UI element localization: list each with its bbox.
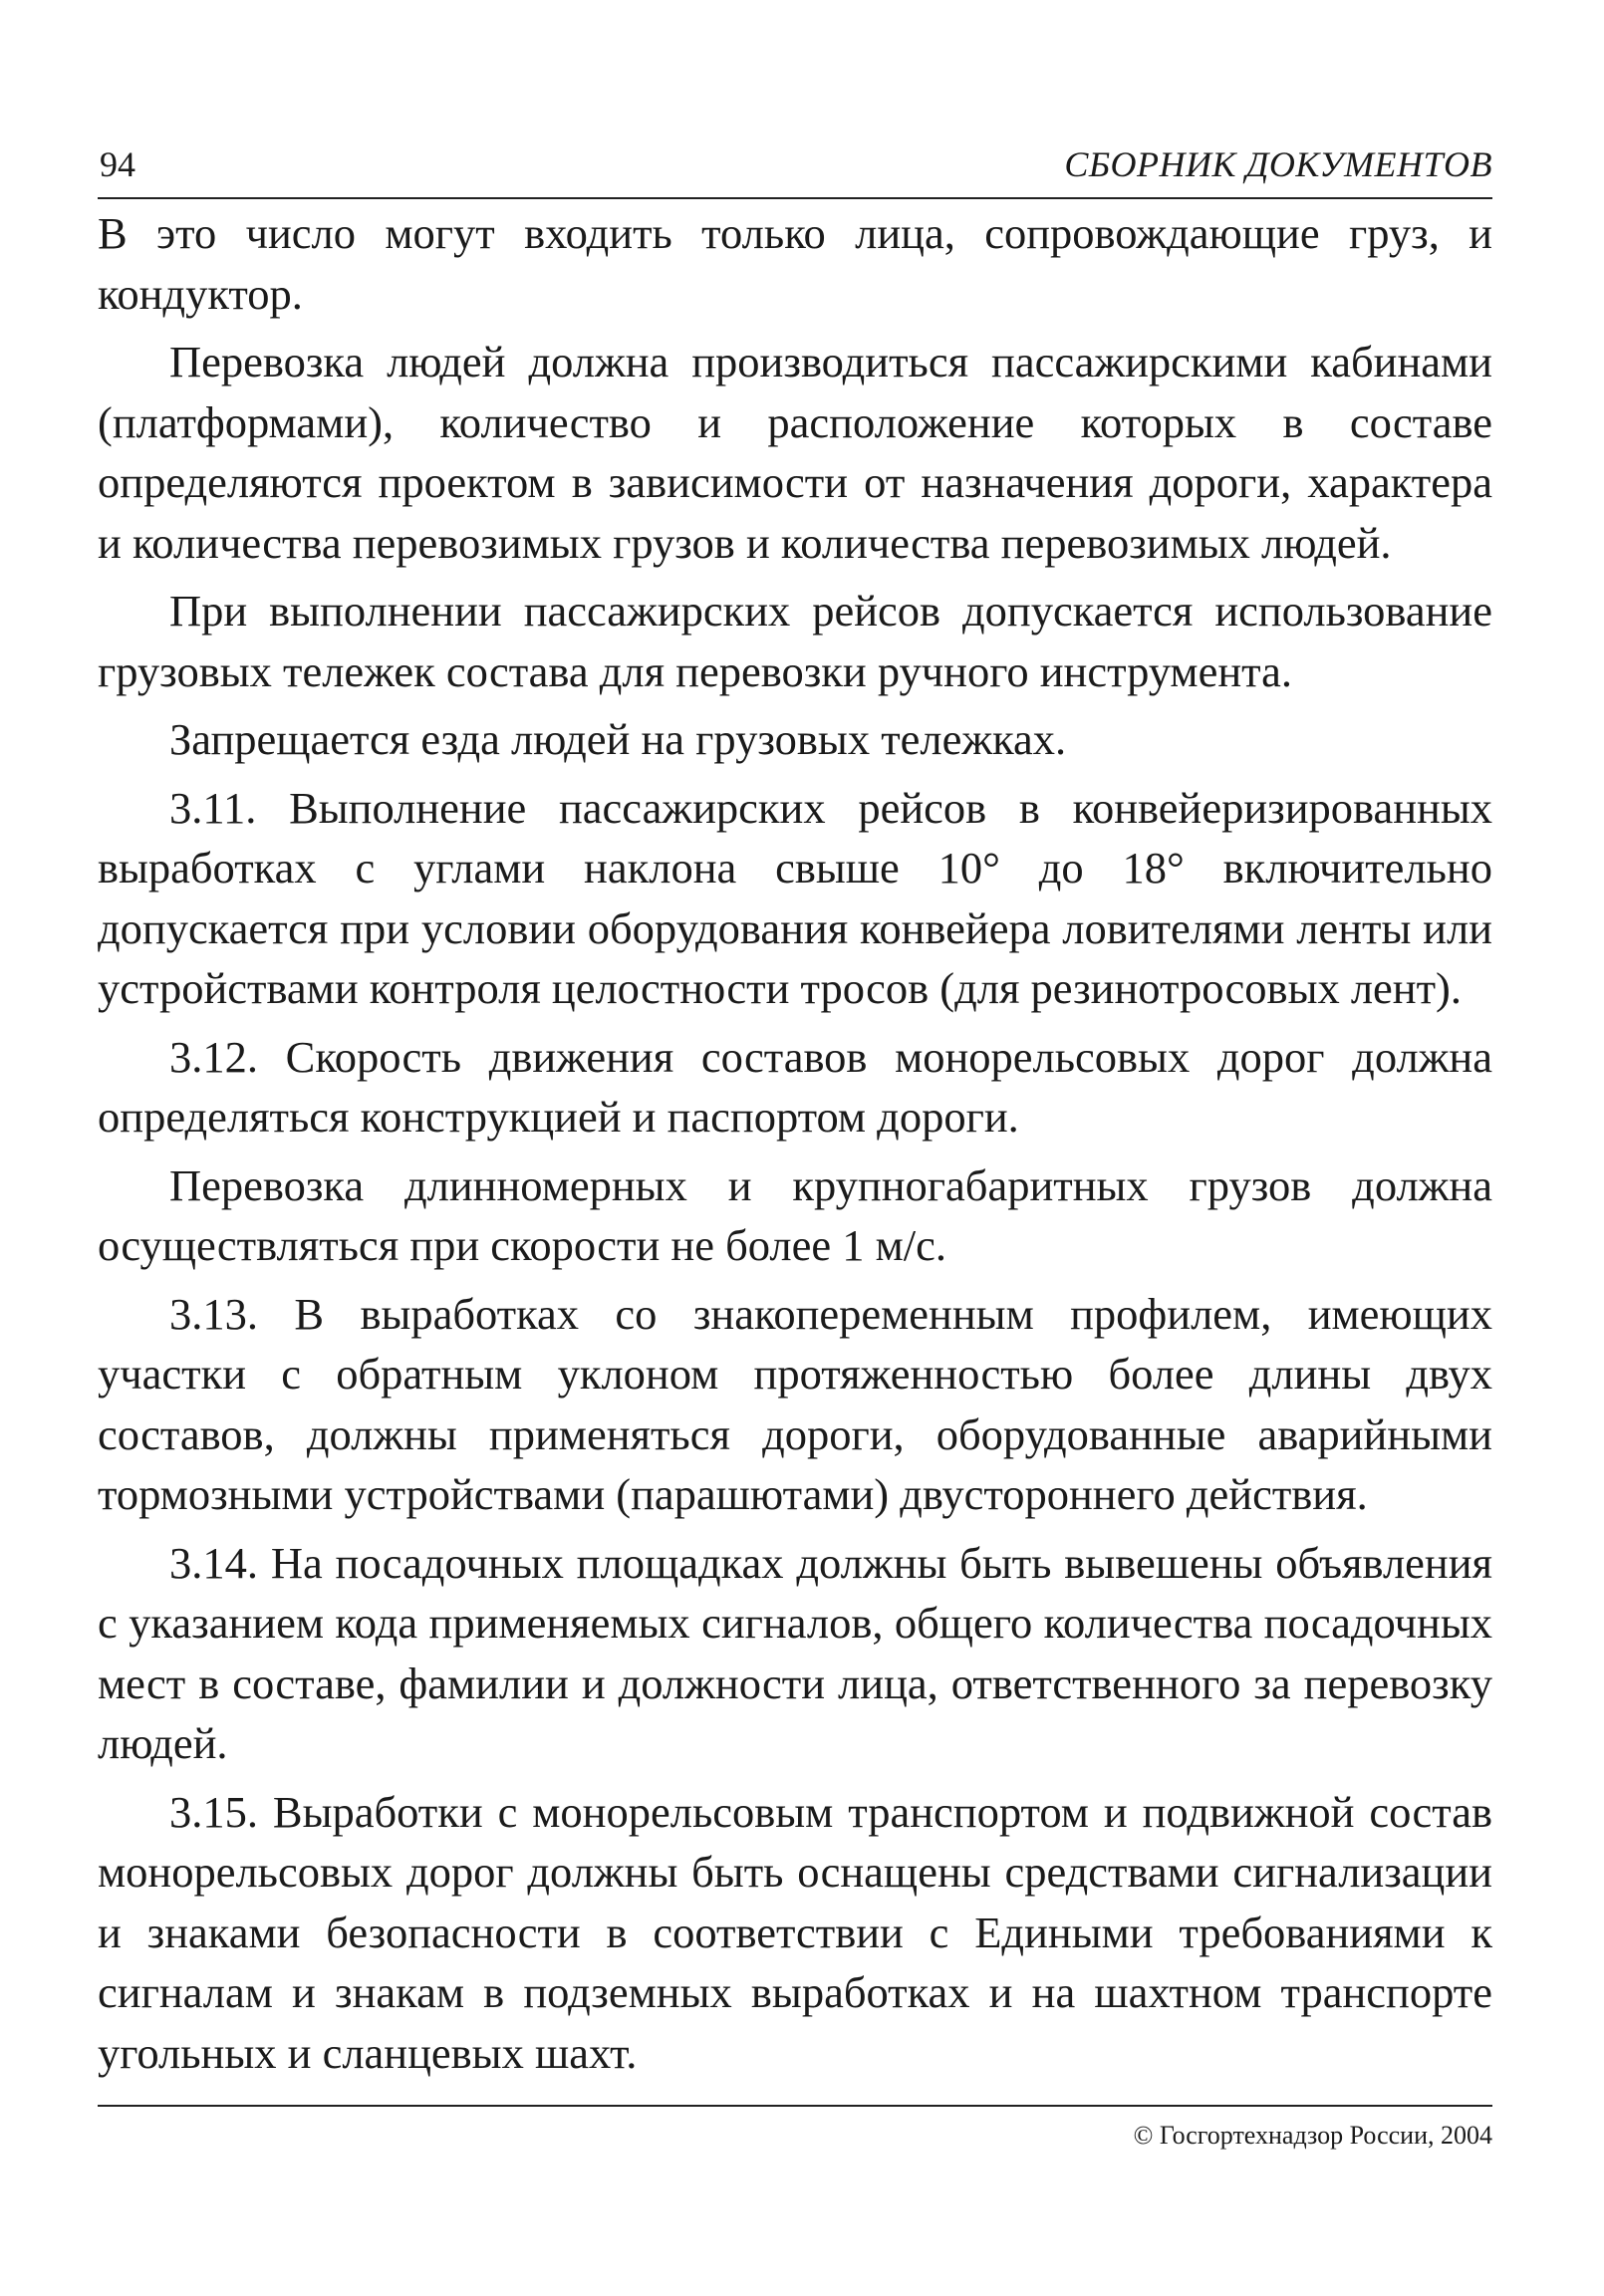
copyright-footer: © Госгортехнадзор России, 2004	[1133, 2121, 1492, 2150]
paragraph: При выполнении пассажирских рейсов допускается использование грузовых тележек состава для перевозки ручного инструмента.	[98, 586, 1492, 696]
running-title: СБОРНИК ДОКУМЕНТОВ	[1064, 144, 1492, 184]
paragraph-3-13: 3.13. В выработках со знакопеременным профилем, имеющих участки с обратным уклоном протяженностью более длины двух составов, должны применяться дороги, оборудованные аварийными тормозными устройствами (парашютами) двустороннего действия.	[98, 1288, 1492, 1519]
paragraph: В это число могут входить только лица, сопровождающие груз, и кондуктор.	[98, 208, 1492, 319]
paragraph: Перевозка длинномерных и крупногабаритных грузов должна осуществляться при скорости не более 1 м/с.	[98, 1159, 1492, 1270]
footer-rule	[98, 2105, 1492, 2107]
document-page	[98, 139, 1492, 2151]
paragraph-3-14: 3.14. На посадочных площадках должны быть вывешены объявления с указанием кода применяемых сигналов, общего количества посадочных мест в составе, фамилии и должности лица, ответственного за перевозку людей.	[98, 1537, 1492, 1768]
paragraph-3-15: 3.15. Выработки с монорельсовым транспортом и подвижной состав монорельсовых дорог должны быть оснащены средствами сигнализации и знаками безопасности в соответствии с Едиными требованиями к сигналам и знакам в подземных выработках и на шахтном транспорте угольных и сланцевых шахт.	[98, 1786, 1492, 2078]
paragraph: Запрещается езда людей на грузовых тележках.	[169, 714, 1067, 764]
paragraph: Перевозка людей должна производиться пассажирскими кабинами (платформами), количество и расположение которых в составе определяются проектом в зависимости от назначения дороги, характера и количества перевозимых грузов и количества перевозимых людей.	[98, 337, 1492, 568]
header-rule	[98, 197, 1492, 199]
paragraph-3-11: 3.11. Выполнение пассажирских рейсов в конвейеризированных выработках с углами наклона свыше 10° до 18° включительно допускается при условии оборудования конвейера ловителями ленты или устройствами контроля целостности тросов (для резинотросовых лент).	[98, 782, 1492, 1013]
body-text	[98, 203, 1492, 2083]
paragraph-3-12: 3.12. Скорость движения составов монорельсовых дорог должна определяться конструкцией и паспортом дороги.	[98, 1031, 1492, 1142]
page-number: 94	[100, 144, 135, 184]
running-header	[98, 139, 1492, 197]
